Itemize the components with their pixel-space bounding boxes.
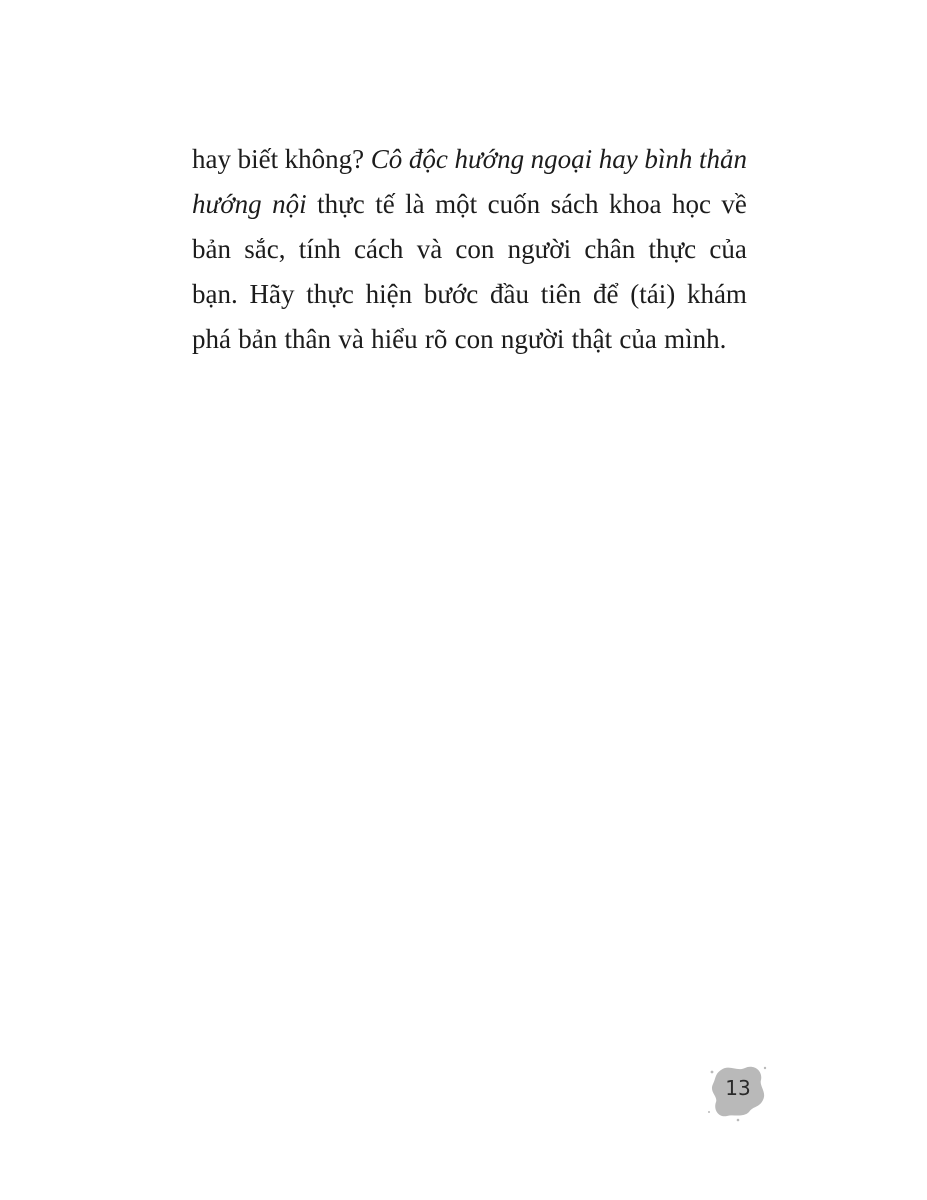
page-number: 13 <box>725 1076 751 1100</box>
word: và <box>338 324 364 354</box>
word: thân <box>284 324 332 354</box>
word: hiện <box>365 279 413 309</box>
word: và <box>416 234 443 264</box>
word: là <box>405 189 425 219</box>
word: con <box>455 234 495 264</box>
italic-word: Cô <box>370 144 403 174</box>
word: tính <box>298 234 341 264</box>
word: biết <box>237 144 279 174</box>
word: cuốn <box>487 189 541 219</box>
word: bản <box>238 324 278 354</box>
word: thực <box>306 279 354 309</box>
word: đầu <box>490 279 529 309</box>
word: cách <box>353 234 404 264</box>
italic-word: hướng <box>454 144 525 174</box>
italic-word: bình <box>644 144 693 174</box>
word: con <box>454 324 494 354</box>
word: học <box>671 189 711 219</box>
italic-word: độc <box>408 144 448 174</box>
italic-word: hay <box>598 144 638 174</box>
word: mình. <box>664 324 727 354</box>
text-line <box>192 317 747 362</box>
text-line <box>192 137 747 182</box>
word: không? <box>284 144 365 174</box>
word: người <box>507 234 572 264</box>
word: tiên <box>540 279 582 309</box>
word: của <box>709 234 747 264</box>
word: thực <box>317 189 365 219</box>
text-line <box>192 227 747 272</box>
word: bạn. <box>192 279 238 309</box>
word: phá <box>192 324 231 354</box>
word: (tái) <box>630 279 676 309</box>
word: người <box>500 324 565 354</box>
italic-word: nội <box>272 189 307 219</box>
word: Hãy <box>249 279 295 309</box>
word: sách <box>550 189 599 219</box>
word: thật <box>571 324 613 354</box>
word: khám <box>686 279 747 309</box>
word: chân <box>584 234 636 264</box>
word: bản <box>192 234 231 264</box>
word: khoa <box>609 189 662 219</box>
word: để <box>592 279 619 309</box>
word: một <box>435 189 478 219</box>
word: hay <box>192 144 231 174</box>
italic-word: hướng <box>192 189 262 219</box>
text-line <box>192 182 747 227</box>
word: bước <box>423 279 479 309</box>
body-paragraph <box>192 137 747 362</box>
italic-word: ngoại <box>530 144 593 174</box>
word: về <box>721 189 747 219</box>
word: sắc, <box>244 234 286 264</box>
word: tế <box>375 189 395 219</box>
word: hiểu <box>371 324 418 354</box>
word: của <box>619 324 657 354</box>
word: rõ <box>424 324 448 354</box>
word: thực <box>648 234 697 264</box>
page-number-badge <box>707 1062 769 1122</box>
text-line <box>192 272 747 317</box>
italic-word: thản <box>698 144 747 174</box>
